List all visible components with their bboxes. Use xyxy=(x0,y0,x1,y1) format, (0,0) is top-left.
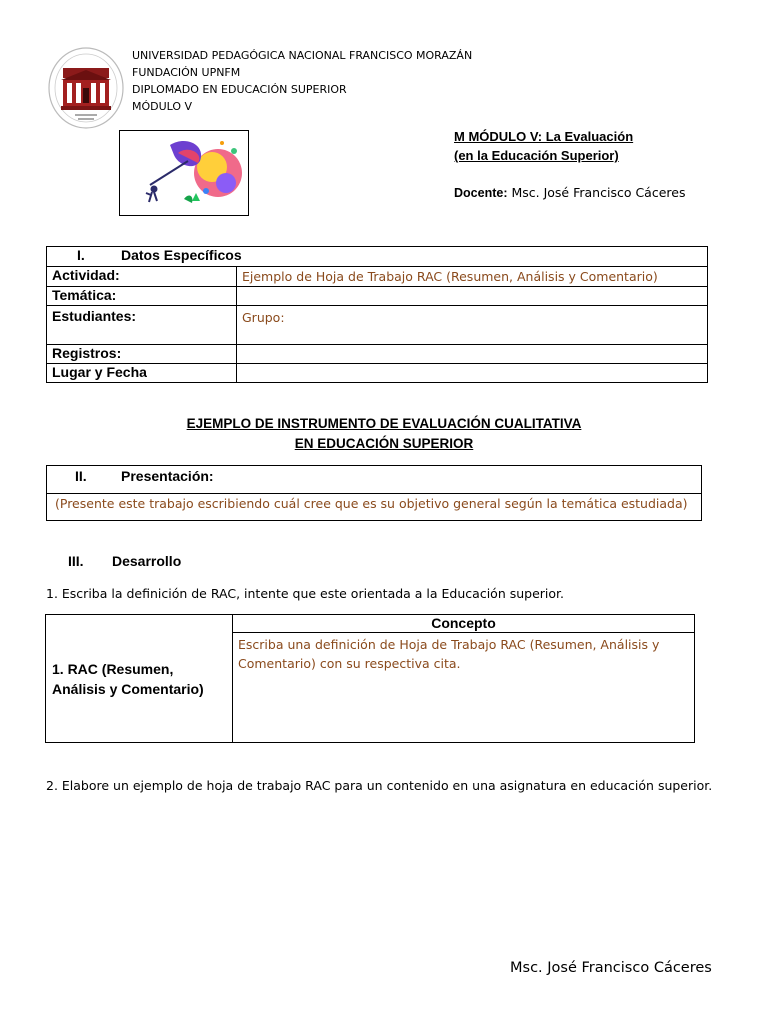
row-label: Lugar y Fecha xyxy=(47,364,237,383)
concept-header: Concepto xyxy=(233,615,695,633)
tematica-value[interactable] xyxy=(237,287,708,306)
presentacion-instruction[interactable]: (Presente este trabajo escribiendo cuál cree que es su objetivo general según la temática estudiada) xyxy=(47,494,702,521)
row-label: Temática: xyxy=(47,287,237,306)
table-row xyxy=(47,364,708,383)
section-number: I. xyxy=(77,247,85,263)
section-header-presentacion xyxy=(47,466,702,494)
row-label: Estudiantes: xyxy=(47,306,237,345)
foundation-name: FUNDACIÓN UPNFM xyxy=(132,66,241,79)
estudiantes-value[interactable]: Grupo: xyxy=(237,306,708,345)
rac-definition-cell[interactable]: Escriba una definición de Hoja de Trabajo RAC (Resumen, Análisis y Comentario) con su respectiva cita. xyxy=(233,633,695,743)
row-label: Registros: xyxy=(47,345,237,364)
table-row xyxy=(47,306,708,345)
section-header-datos xyxy=(47,247,708,267)
registros-value[interactable] xyxy=(237,345,708,364)
row-label: Actividad: xyxy=(47,267,237,287)
diploma-name: DIPLOMADO EN EDUCACIÓN SUPERIOR xyxy=(132,83,347,96)
section-header-desarrollo xyxy=(68,553,181,569)
footer-author: Msc. José Francisco Cáceres xyxy=(510,960,712,976)
section-title: Presentación: xyxy=(121,468,214,484)
module-subtitle: (en la Educación Superior) xyxy=(454,148,619,163)
table-row xyxy=(47,345,708,364)
docente-line xyxy=(454,185,685,200)
section-title: Desarrollo xyxy=(112,553,182,569)
docente-label: Docente: xyxy=(454,186,508,200)
presentacion-table xyxy=(46,465,702,521)
rac-concept-table xyxy=(45,614,695,743)
module-name: MÓDULO V xyxy=(132,100,193,113)
illustration-frame xyxy=(119,130,249,216)
instrument-title-line2: EN EDUCACIÓN SUPERIOR xyxy=(294,436,474,451)
module-title: M MÓDULO V: La Evaluación xyxy=(454,129,634,144)
rac-label: 1. RAC (Resumen, Análisis y Comentario) xyxy=(46,615,233,743)
university-seal-logo xyxy=(47,46,125,130)
education-illustration xyxy=(120,131,248,215)
section-number: II. xyxy=(75,468,87,484)
section-number: III. xyxy=(68,553,84,569)
instrument-title-line1: EJEMPLO DE INSTRUMENTO DE EVALUACIÓN CUALITATIVA xyxy=(186,416,582,431)
table-row xyxy=(47,287,708,306)
question-1: 1. Escriba la definición de RAC, intente que este orientada a la Educación superior. xyxy=(46,586,564,601)
docente-name: Msc. José Francisco Cáceres xyxy=(511,185,686,200)
section-title: Datos Específicos xyxy=(121,247,242,263)
actividad-value: Ejemplo de Hoja de Trabajo RAC (Resumen, Análisis y Comentario) xyxy=(237,267,708,287)
table-row xyxy=(47,267,708,287)
institution-name: UNIVERSIDAD PEDAGÓGICA NACIONAL FRANCISCO MORAZÁN xyxy=(132,49,473,62)
question-2: 2. Elabore un ejemplo de hoja de trabajo RAC para un contenido en una asignatura en educación superior. xyxy=(46,778,713,793)
lugar-fecha-value[interactable] xyxy=(237,364,708,383)
datos-especificos-table xyxy=(46,246,708,383)
